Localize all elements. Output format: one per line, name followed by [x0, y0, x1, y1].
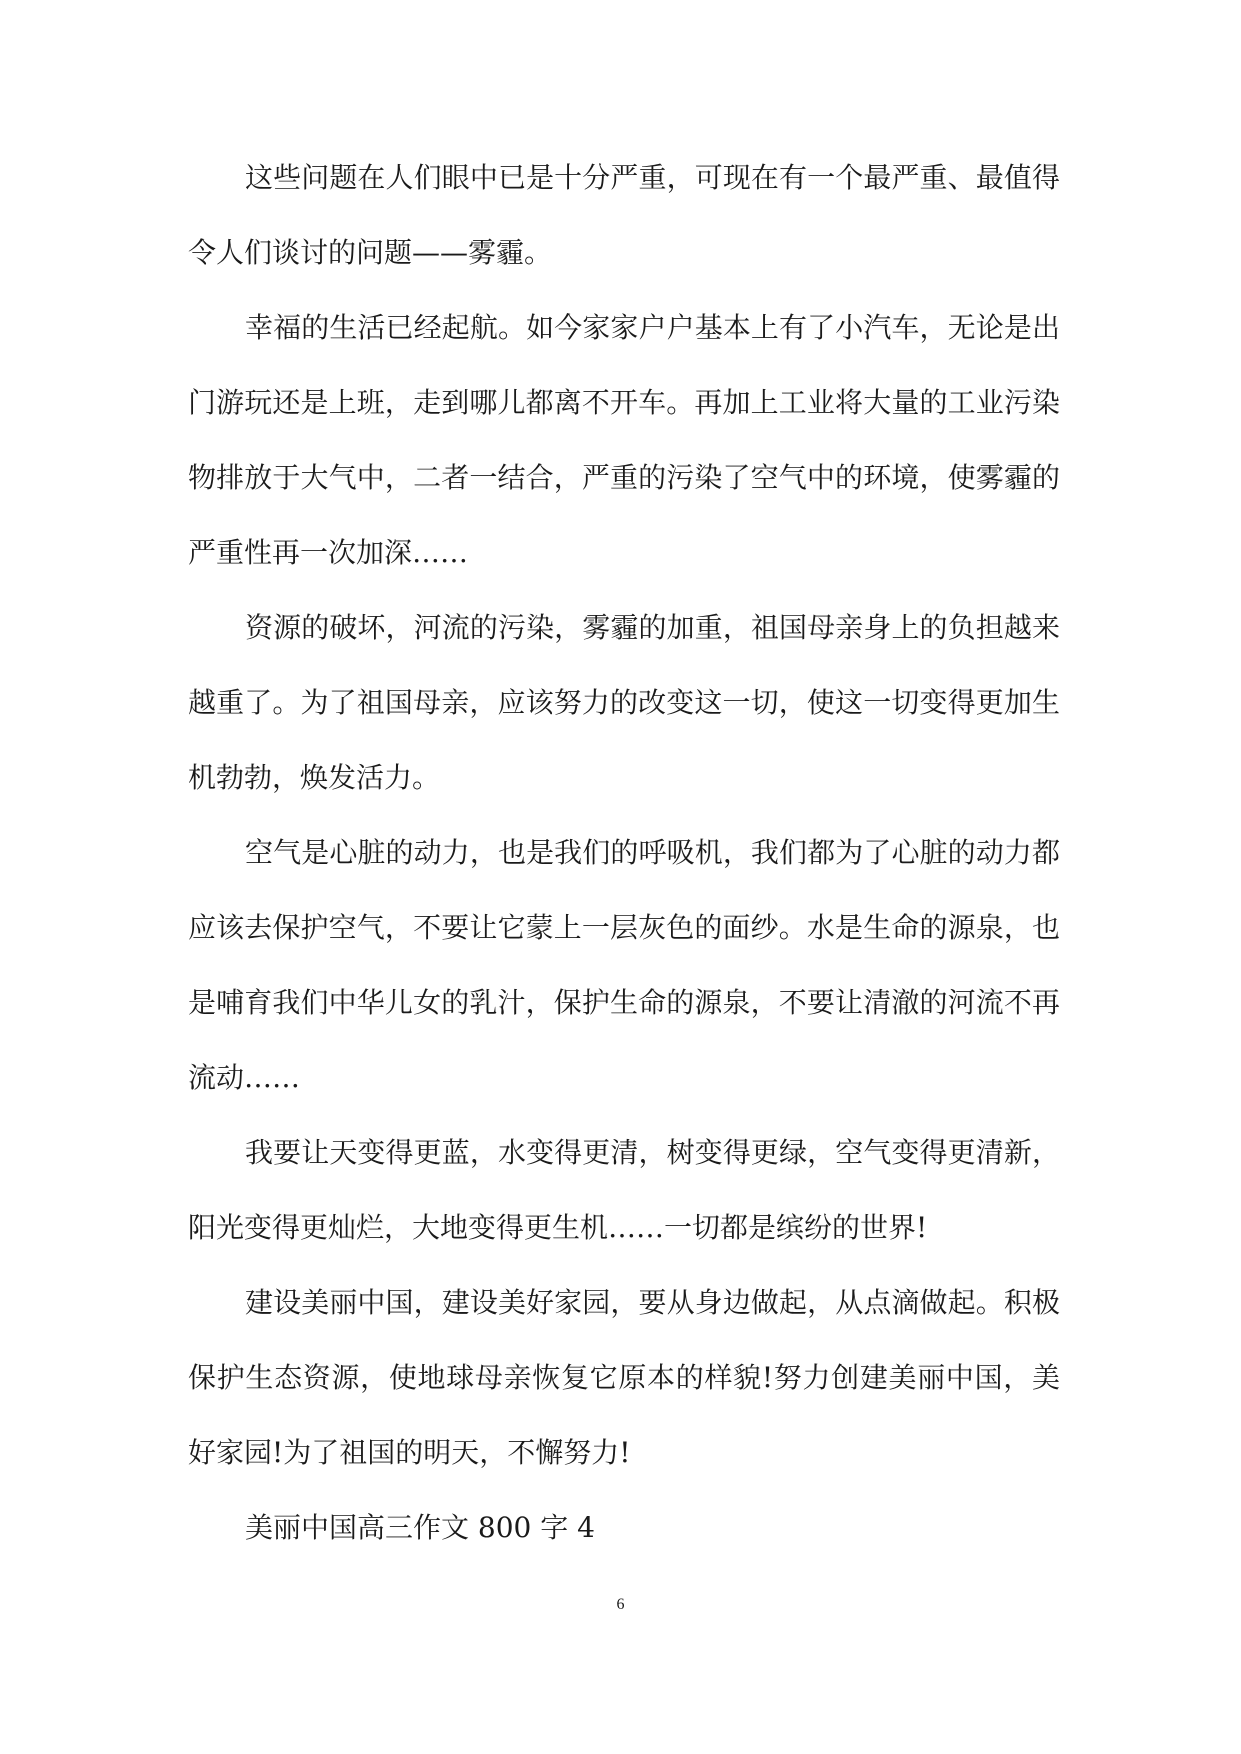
paragraph: 幸福的生活已经起航。如今家家户户基本上有了小汽车，无论是出门游玩还是上班，走到哪儿都离不开车。再加上工业将大量的工业污染物排放于大气中，二者一结合，严重的污染了空气中的环境，使雾霾的严重性再一次加深…… — [188, 311, 1060, 569]
paragraph: 建设美丽中国，建设美好家园，要从身边做起，从点滴做起。积极保护生态资源，使地球母亲恢复它原本的样貌!努力创建美丽中国，美好家园!为了祖国的明天，不懈努力! — [188, 1286, 1060, 1469]
document-body — [188, 140, 1060, 1565]
paragraph: 这些问题在人们眼中已是十分严重，可现在有一个最严重、最值得令人们谈讨的问题——雾霾。 — [188, 161, 1060, 269]
paragraph: 资源的破坏，河流的污染，雾霾的加重，祖国母亲身上的负担越来越重了。为了祖国母亲，应该努力的改变这一切，使这一切变得更加生机勃勃，焕发活力。 — [188, 611, 1060, 794]
section-heading: 美丽中国高三作文 800 字 4 — [245, 1511, 595, 1544]
paragraph: 我要让天变得更蓝，水变得更清，树变得更绿，空气变得更清新，阳光变得更灿烂，大地变得更生机……一切都是缤纷的世界! — [188, 1136, 1060, 1244]
paragraph: 空气是心脏的动力，也是我们的呼吸机，我们都为了心脏的动力都应该去保护空气，不要让它蒙上一层灰色的面纱。水是生命的源泉，也是哺育我们中华儿女的乳汁，保护生命的源泉，不要让清澈的河流不再流动…… — [188, 836, 1060, 1094]
page-number: 6 — [616, 1596, 625, 1613]
